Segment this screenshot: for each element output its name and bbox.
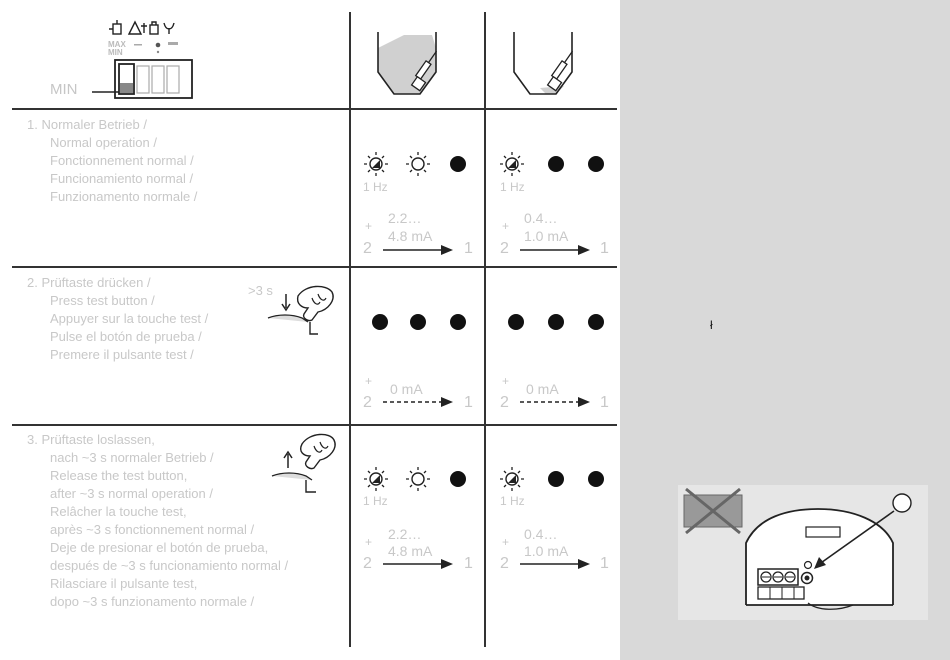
row1-b-left-num: 2: [500, 240, 509, 257]
row2-b-led-3: [588, 314, 604, 330]
row1-step-text: [27, 116, 197, 206]
row3-a-arrow: [383, 558, 455, 570]
row2-timer: >3 s: [248, 283, 273, 298]
row3-line-2: nach ~3 s normaler Betrieb /: [50, 450, 214, 465]
row3-line-7: Deje de presionar el botón de prueba,: [50, 540, 269, 555]
row1-a-arrow: [383, 244, 455, 256]
row-divider-3: [12, 424, 617, 426]
row3-a-bottom-val: 4.8 mA: [388, 543, 433, 559]
row1-line-3: Fonctionnement normal /: [50, 153, 194, 168]
row2-a-dashed-arrow: [383, 396, 455, 408]
row3-b-led-off-2: [588, 471, 604, 487]
row2-line-4: Pulse el botón de prueba /: [50, 329, 202, 344]
row1-b-led-off-1: [548, 156, 564, 172]
row1-a-right-num: 1: [464, 240, 473, 257]
row2-a-led-2: [410, 314, 426, 330]
row2-b-led-2: [548, 314, 564, 330]
row1-line-5: Funzionamento normale /: [50, 189, 198, 204]
row1-a-led-blinking-1: [362, 150, 390, 178]
row2-a-left-num: 2: [363, 394, 372, 411]
row2-line-2: Press test button /: [50, 293, 155, 308]
row2-b-led-1: [508, 314, 524, 330]
row3-b-bottom-val: 1.0 mA: [524, 543, 569, 559]
row1-line-1: 1. Normaler Betrieb /: [27, 117, 147, 132]
row2-b-plus: +: [502, 374, 510, 388]
row1-a-plus: +: [365, 219, 373, 233]
row1-a-hz: 1 Hz: [363, 180, 388, 194]
row-divider-2: [12, 266, 617, 268]
release-hand-icon: [272, 430, 342, 498]
row3-a-top-val: 2.2…: [388, 526, 422, 542]
row3-step-text: [27, 431, 288, 611]
row1-a-led-off: [450, 156, 466, 172]
tank-empty-icon: [512, 30, 592, 100]
row2-a-led-3: [450, 314, 466, 330]
row1-b-led-off-2: [588, 156, 604, 172]
tank-full-icon: [376, 30, 456, 100]
row1-line-2: Normal operation /: [50, 135, 157, 150]
row2-line-5: Premere il pulsante test /: [50, 347, 194, 362]
row3-b-top-val: 0.4…: [524, 526, 558, 542]
row3-line-6: après ~3 s fonctionnement normal /: [50, 522, 255, 537]
row3-line-3: Release the test button,: [50, 468, 188, 483]
row3-b-led-blinking: [498, 465, 526, 493]
row-divider-1: [12, 108, 617, 110]
min-label: MIN: [50, 81, 78, 98]
row3-a-plus: +: [365, 535, 373, 549]
row2-a-led-1: [372, 314, 388, 330]
row3-a-right-num: 1: [464, 555, 473, 572]
row1-b-led-blinking: [498, 150, 526, 178]
row3-a-led-off: [450, 471, 466, 487]
row3-a-hz: 1 Hz: [363, 494, 388, 508]
row2-b-val: 0 mA: [526, 381, 559, 397]
row2-b-dashed-arrow: [520, 396, 592, 408]
row3-line-10: dopo ~3 s funzionamento normale /: [50, 594, 255, 609]
row3-line-5: Relâcher la touche test,: [50, 504, 187, 519]
row3-a-led-on: [404, 465, 432, 493]
row3-b-right-num: 1: [600, 555, 609, 572]
press-hand-icon: [268, 280, 338, 340]
row1-a-led-on: [404, 150, 432, 178]
min-small-label: MIN: [108, 48, 123, 57]
max-small-label: MAX: [108, 40, 126, 49]
row1-a-bottom-val: 4.8 mA: [388, 228, 433, 244]
row1-b-plus: +: [502, 219, 510, 233]
row1-a-top-val: 2.2…: [388, 210, 422, 226]
row1-b-hz: 1 Hz: [500, 180, 525, 194]
row3-b-led-off-1: [548, 471, 564, 487]
row3-b-left-num: 2: [500, 555, 509, 572]
device-housing-diagram: [678, 485, 928, 620]
stray-glyph: ł: [710, 318, 713, 332]
row3-b-arrow: [520, 558, 592, 570]
row2-step-text: [27, 274, 208, 364]
row3-b-plus: +: [502, 535, 510, 549]
row2-b-right-num: 1: [600, 394, 609, 411]
row3-a-left-num: 2: [363, 555, 372, 572]
row1-b-right-num: 1: [600, 240, 609, 257]
row1-b-arrow: [520, 244, 592, 256]
row3-line-1: 3. Prüftaste loslassen,: [27, 432, 155, 447]
row1-line-4: Funcionamiento normal /: [50, 171, 194, 186]
row3-line-9: Rilasciare il pulsante test,: [50, 576, 198, 591]
row2-a-val: 0 mA: [390, 381, 423, 397]
row2-line-3: Appuyer sur la touche test /: [50, 311, 209, 326]
row2-b-left-num: 2: [500, 394, 509, 411]
row2-a-right-num: 1: [464, 394, 473, 411]
row1-a-left-num: 2: [363, 240, 372, 257]
row3-line-8: después de ~3 s funcionamiento normal /: [50, 558, 289, 573]
row3-line-4: after ~3 s normal operation /: [50, 486, 213, 501]
row2-line-1: 2. Prüftaste drücken /: [27, 275, 151, 290]
row3-b-hz: 1 Hz: [500, 494, 525, 508]
row1-b-bottom-val: 1.0 mA: [524, 228, 569, 244]
row3-a-led-blinking: [362, 465, 390, 493]
row1-b-top-val: 0.4…: [524, 210, 558, 226]
row2-a-plus: +: [365, 374, 373, 388]
